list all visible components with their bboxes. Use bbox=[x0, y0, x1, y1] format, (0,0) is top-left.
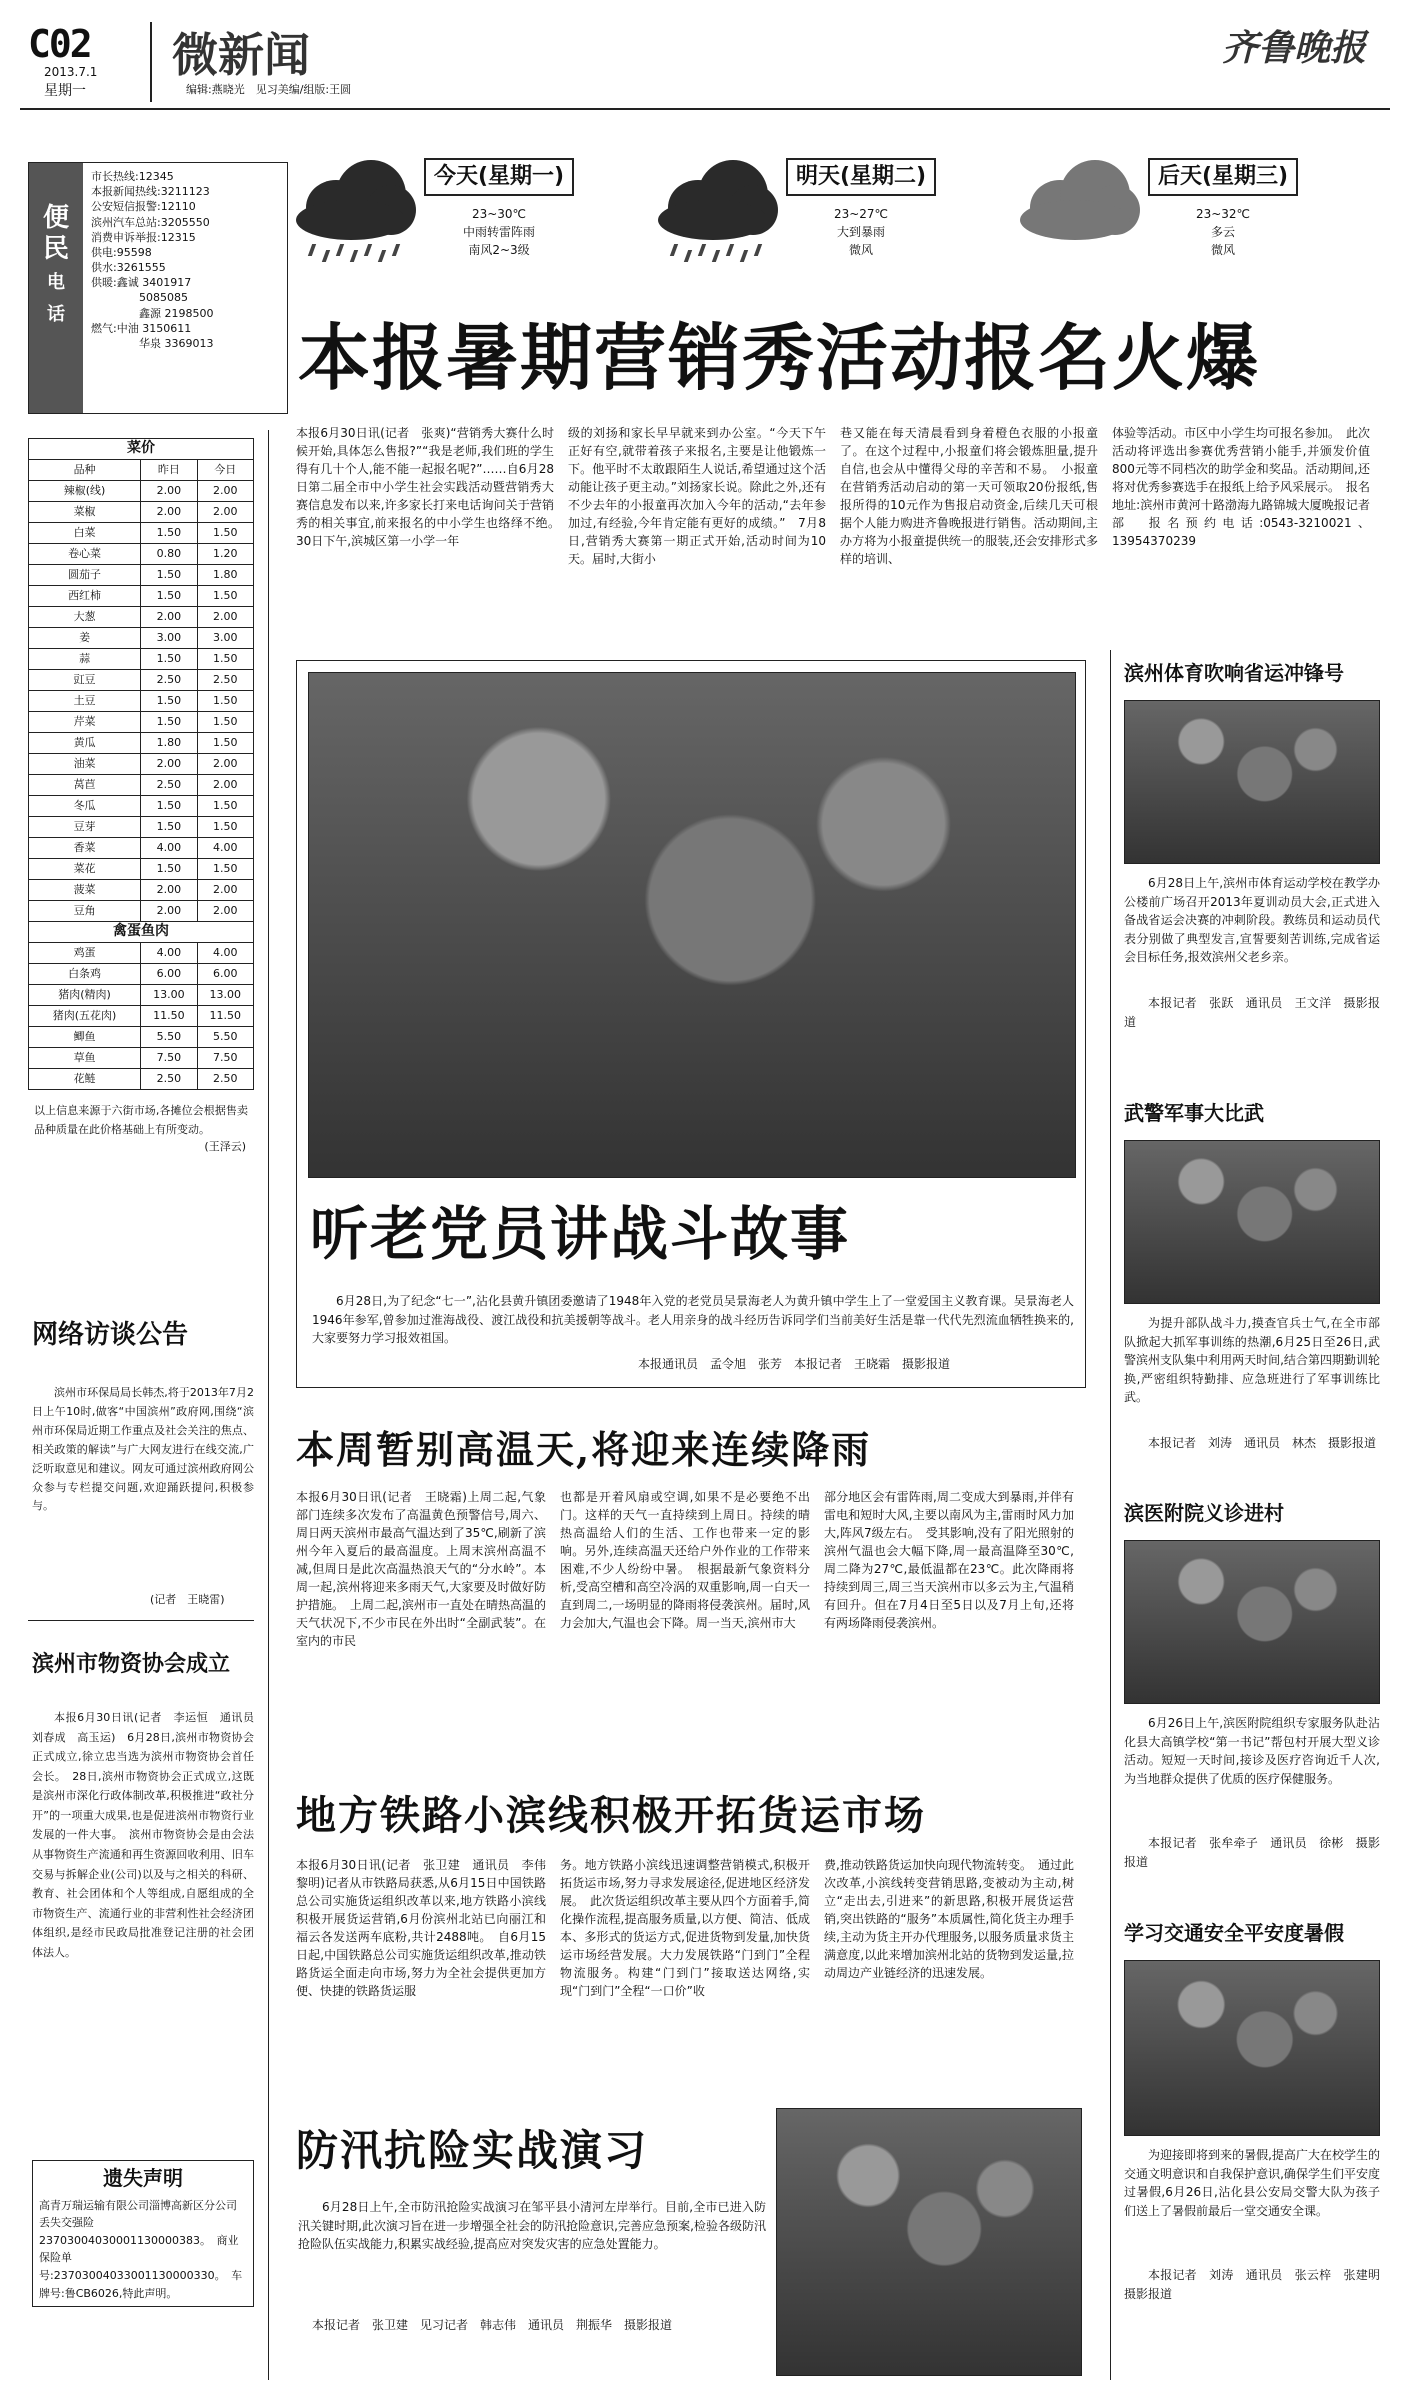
veg-cell: 今日 bbox=[197, 460, 253, 481]
interview-body: 滨州市环保局局长韩杰,将于2013年7月2日上午10时,做客“中国滨州”政府网,围绕“滨州市环保局近期工作重点及社会关注的焦点、相关政策的解读”与广大网友进行在线交流,广泛听取意见和建议。网友可通过滨州政府网公众参与专栏提交问题,欢迎踊跃提问,积极参与。 bbox=[32, 1386, 254, 1513]
issue-weekday: 星期一 bbox=[44, 83, 86, 99]
raindrop bbox=[726, 244, 734, 256]
veg-row bbox=[29, 712, 254, 733]
veg-cell: 2.50 bbox=[141, 775, 197, 796]
veg-cell: 4.00 bbox=[197, 838, 253, 859]
veg-row bbox=[29, 1048, 254, 1069]
veg-cell: 卷心菜 bbox=[29, 544, 141, 565]
veg-cell: 豆芽 bbox=[29, 817, 141, 838]
veg-cell: 5.50 bbox=[197, 1027, 253, 1048]
hotline-line: 5085085 bbox=[139, 291, 188, 305]
hotline-line: 公安短信报警:12110 bbox=[91, 200, 196, 214]
lead-column: 体验等活动。市区中小学生均可报名参加。 此次活动将评选出参赛优秀营销小能手,并颁发价值800元等不同档次的助学金和奖品。活动期间,还将对优秀参赛选手在报纸上给予风采展示。 报名地址:滨州市黄河十路渤海九路锦城大厦晚报记者部 报名预约电话:0543-3210021、13954370239 bbox=[1112, 426, 1371, 548]
photo-caption: 6月28日,为了纪念“七一”,沾化县黄升镇团委邀请了1948年入党的老党员吴景海老人为黄升镇中学生上了一堂爱国主义教育课。吴景海老人1946年参军,曾参加过淮海战役、渡江战役和抗美援朝等战斗。老人用亲身的战斗经历告诉同学们当前美好生活是靠一代代先烈流血牺牲换来的,大家要努力学习报效祖国。 bbox=[312, 1294, 1074, 1346]
right-story-photo bbox=[1124, 700, 1380, 864]
veg-row bbox=[29, 460, 254, 481]
section-logo: 微新闻 bbox=[172, 28, 310, 82]
raindrop bbox=[698, 244, 706, 256]
right-story-credit: 本报记者 刘涛 通讯员 林杰 摄影报道 bbox=[1148, 1436, 1377, 1450]
heat-column: 部分地区会有雷阵雨,周二变成大到暴雨,并伴有雷电和短时大风,主要以南风为主,雷雨时风力加大,阵风7级左右。 受其影响,没有了阳光照射的滨州气温也会大幅下降,周一最高温降至30℃,周二降为27℃,最低温都在23℃。此次降雨将持续到周三,周三当天滨州市以多云为主,气温稍有回升。但在7月4日至5日以及7月上旬,还将有两场降雨侵袭滨州。 bbox=[824, 1490, 1074, 1630]
veg-cell: 2.00 bbox=[197, 775, 253, 796]
veg-cell: 1.50 bbox=[197, 523, 253, 544]
veg-cell: 2.00 bbox=[197, 754, 253, 775]
veg-row bbox=[29, 565, 254, 586]
veg-cell: 5.50 bbox=[141, 1027, 197, 1048]
hotline-line: 供暖:鑫诚 3401917 bbox=[91, 276, 192, 290]
veg-cell: 1.50 bbox=[197, 796, 253, 817]
veg-cell: 1.50 bbox=[141, 859, 197, 880]
right-story-body: 为提升部队战斗力,摸查官兵士气,在全市部队掀起大抓军事训练的热潮,6月25日至26日,武警滨州支队集中利用两天时间,结合第四期勤训轮换,严密组织特勤排、应急班进行了军事训练比武。 bbox=[1124, 1316, 1380, 1405]
flood-headline: 防汛抗险实战演习 bbox=[296, 2126, 649, 2175]
raindrop bbox=[378, 250, 386, 262]
veg-row bbox=[29, 502, 254, 523]
veg-cell: 3.00 bbox=[141, 628, 197, 649]
veg-cell: 4.00 bbox=[141, 838, 197, 859]
veg-row bbox=[29, 964, 254, 985]
raindrop bbox=[392, 244, 400, 256]
veg-cell: 2.00 bbox=[141, 754, 197, 775]
materials-body: 本报6月30日讯(记者 李运恒 通讯员 刘春成 高玉运) 6月28日,滨州市物资协会正式成立,徐立忠当选为滨州市物资协会首任会长。 28日,滨州市物资协会正式成立,这既是滨州市深化行政体制改革,积极推进“政社分开”的一项重大成果,也是促进滨州市物资行业发展的一件大事。 滨州市物资协会是由会法从事物资生产流通和再生资源回收利用、旧车交易与拆解企业(公司)以及与之相关的科研、教育、社会团体和个人等组成,自愿组成的全市物资生产、流通行业的非营利性社会经济团体组织,是经市民政局批准登记注册的社会团体法人。 bbox=[32, 1711, 265, 1959]
veg-cell: 4.00 bbox=[141, 943, 197, 964]
veg-cell: 菜花 bbox=[29, 859, 141, 880]
veg-cell: 草鱼 bbox=[29, 1048, 141, 1069]
weather-temp: 23~30℃ bbox=[471, 207, 527, 221]
weather-desc: 大到暴雨 bbox=[836, 225, 885, 239]
veg-cell: 1.50 bbox=[197, 859, 253, 880]
veg-cell: 蒜 bbox=[29, 649, 141, 670]
veg-row bbox=[29, 880, 254, 901]
veg-row bbox=[29, 985, 254, 1006]
weather-strip bbox=[296, 150, 1386, 268]
veg-cell: 1.50 bbox=[197, 586, 253, 607]
raindrop bbox=[740, 250, 748, 262]
veg-cell: 1.50 bbox=[141, 796, 197, 817]
veg-cell: 1.50 bbox=[197, 649, 253, 670]
veg-cell: 2.00 bbox=[197, 880, 253, 901]
veg-cell: 品种 bbox=[29, 460, 141, 481]
veg-cell: 7.50 bbox=[197, 1048, 253, 1069]
veg-cell: 西红柿 bbox=[29, 586, 141, 607]
hotline-line: 鑫源 2198500 bbox=[139, 306, 214, 320]
meat-title-row bbox=[29, 922, 254, 943]
veg-cell: 猪肉(精肉) bbox=[29, 985, 141, 1006]
flood-body: 6月28日上午,全市防汛抢险实战演习在邹平县小清河左岸举行。目前,全市已进入防汛关键时期,此次演习旨在进一步增强全社会的防汛抢险意识,完善应急预案,检验各级防汛抢险队伍实战能力,积累实战经验,提高应对突发灾害的应急处置能力。 bbox=[298, 2200, 766, 2252]
heat-headline: 本周暂别高温天,将迎来连续降雨 bbox=[296, 1427, 872, 1472]
rail-column: 务。地方铁路小滨线迅速调整营销模式,积极开拓货运市场,努力寻求发展途径,促进地区经济发展。 此次货运组织改革主要从四个方面着手,简化操作流程,提高服务质量,以方便、简洁、低成本、多形式的货运方式,促进货物到发量,加快货运市场经营发展。大力发展铁路“门到门”全程物流服务。构建“门到门”接取送达网络,实现“门到门”全程“一口价”收 bbox=[560, 1858, 810, 1998]
veg-row bbox=[29, 943, 254, 964]
photo-caption-title: 听老党员讲战斗故事 bbox=[310, 1200, 851, 1268]
raindrop bbox=[712, 250, 720, 262]
weather-desc: 多云 bbox=[1210, 225, 1235, 239]
veg-cell: 1.50 bbox=[141, 691, 197, 712]
veg-cell: 姜 bbox=[29, 628, 141, 649]
hotline-line: 消费申诉举报:12315 bbox=[91, 230, 196, 244]
cloud-shape bbox=[658, 200, 768, 240]
weather-desc: 中雨转雷阵雨 bbox=[462, 225, 535, 239]
veg-cell: 油菜 bbox=[29, 754, 141, 775]
veg-row bbox=[29, 586, 254, 607]
cloud-shape bbox=[1020, 200, 1130, 240]
veg-cell: 1.50 bbox=[141, 649, 197, 670]
veg-note-author: (王泽云) bbox=[204, 1140, 246, 1154]
hotline-box bbox=[28, 162, 288, 414]
weather-day-label: 今天(星期一) bbox=[424, 158, 574, 196]
weather-temp: 23~32℃ bbox=[1195, 207, 1251, 221]
veg-cell: 黄瓜 bbox=[29, 733, 141, 754]
veg-cell: 大葱 bbox=[29, 607, 141, 628]
right-story-title: 滨州体育吹响省运冲锋号 bbox=[1124, 661, 1344, 685]
veg-cell: 1.20 bbox=[197, 544, 253, 565]
interview-title: 网络访谈公告 bbox=[32, 1320, 189, 1350]
lost-body: 高青万瑞运输有限公司淄博高新区分公司丢失交强险23703004030001130000383。 商业保险单号:23703004033001130000330。 车牌号:鲁CB6026,特此声明。 bbox=[39, 2198, 243, 2300]
veg-cell: 昨日 bbox=[141, 460, 197, 481]
page-code: C02 bbox=[28, 22, 91, 66]
veg-row bbox=[29, 691, 254, 712]
veg-cell: 2.00 bbox=[141, 502, 197, 523]
veg-row bbox=[29, 1006, 254, 1027]
veg-row bbox=[29, 649, 254, 670]
hotline-line: 市长热线:12345 bbox=[91, 170, 174, 183]
hotline-line: 供电:95598 bbox=[91, 245, 152, 259]
raindrop bbox=[364, 244, 372, 256]
veg-cell: 2.00 bbox=[141, 481, 197, 502]
veg-row bbox=[29, 1027, 254, 1048]
right-story-credit: 本报记者 张牟牵子 通讯员 徐彬 摄影报道 bbox=[1124, 1836, 1380, 1869]
right-story-credit: 本报记者 刘涛 通讯员 张云梓 张建明 摄影报道 bbox=[1124, 2268, 1393, 2301]
hotline-line: 本报新闻热线:3211123 bbox=[91, 185, 210, 199]
veg-cell: 2.00 bbox=[141, 901, 197, 922]
hotline-line: 燃气:中油 3150611 bbox=[91, 321, 192, 335]
veg-cell: 2.00 bbox=[141, 607, 197, 628]
veg-title-row bbox=[29, 439, 254, 460]
rail-column: 本报6月30日讯(记者 张卫建 通讯员 李伟 黎明)记者从市铁路局获悉,从6月15日中国铁路总公司实施货运组织改革以来,地方铁路小滨线积极开展货运营销,6月份滨州北站已向丽江和福云各发送两车底粉,共计2488吨。 自6月15日起,中国铁路总公司实施货运组织改革,推动铁路货运全面走向市场,努力为全社会提供更加方便、快捷的铁路货运服 bbox=[296, 1858, 559, 1998]
veg-cell: 圆茄子 bbox=[29, 565, 141, 586]
veg-note: 以上信息来源于六街市场,各摊位会根据售卖品种质量在此价格基础上有所变动。 bbox=[34, 1104, 248, 1136]
veg-cell: 莴苣 bbox=[29, 775, 141, 796]
weather-day-label: 后天(星期三) bbox=[1148, 158, 1298, 196]
cloud-shape bbox=[296, 200, 406, 240]
veg-cell: 1.50 bbox=[197, 817, 253, 838]
veg-row bbox=[29, 628, 254, 649]
editor-line: 编辑:燕晓光 见习美编/组版:王圆 bbox=[186, 83, 352, 96]
right-story-credit: 本报记者 张跃 通讯员 王文洋 摄影报道 bbox=[1124, 996, 1380, 1029]
lost-title: 遗失声明 bbox=[103, 2166, 183, 2190]
raindrop bbox=[754, 244, 762, 256]
weather-day-label: 明天(星期二) bbox=[786, 158, 936, 196]
veg-row bbox=[29, 481, 254, 502]
veg-cell: 香菜 bbox=[29, 838, 141, 859]
veg-title: 菜价 bbox=[29, 439, 254, 460]
veg-cell: 1.50 bbox=[197, 691, 253, 712]
veg-cell: 2.50 bbox=[141, 1069, 197, 1090]
raindrop bbox=[670, 244, 678, 256]
veg-cell: 1.50 bbox=[141, 565, 197, 586]
veg-row bbox=[29, 607, 254, 628]
heavy-rain-icon bbox=[658, 150, 778, 268]
right-story-body: 为迎接即将到来的暑假,提高广大在校学生的交通文明意识和自我保护意识,确保学生们平安度过暑假,6月26日,沾化县公安局交警大队为孩子们送上了暑假前最后一堂交通安全课。 bbox=[1124, 2148, 1380, 2218]
heat-column: 也都是开着风扇或空调,如果不是必要绝不出门。这样的天气一直持续到上周日。持续的晴热高温给人们的生活、工作也带来一定的影响。另外,连续高温天还给户外作业的工作带来困难,不少人纷纷中暑。 根据最新气象资料分析,受高空槽和高空冷涡的双重影响,周一白天一直到周二,一场明显的降雨将侵袭滨州。届时,风力会加大,气温也会下降。周一当天,滨州市大 bbox=[560, 1490, 810, 1630]
veg-cell: 土豆 bbox=[29, 691, 141, 712]
veg-cell: 猪肉(五花肉) bbox=[29, 1006, 141, 1027]
veg-cell: 1.50 bbox=[141, 712, 197, 733]
veg-row bbox=[29, 544, 254, 565]
veg-cell: 芹菜 bbox=[29, 712, 141, 733]
veg-cell: 2.00 bbox=[197, 481, 253, 502]
veg-cell: 冬瓜 bbox=[29, 796, 141, 817]
veg-cell: 白条鸡 bbox=[29, 964, 141, 985]
veg-row bbox=[29, 838, 254, 859]
rain-icon bbox=[296, 150, 416, 268]
right-story-photo bbox=[1124, 1140, 1380, 1304]
veg-cell: 白菜 bbox=[29, 523, 141, 544]
lead-column: 级的刘扬和家长早早就来到办公室。“今天下午正好有空,就带着孩子来报名,主要是让他锻炼一下。他平时不太敢跟陌生人说话,希望通过这个活动能让孩子更主动。”刘扬家长说。除此之外,还有不少去年的小报童再次加入今年的活动,“去年参加过,有经验,今年肯定能有更好的成绩。” 7月8日,营销秀大赛第一期正式开始,活动时间为10天。届时,大街小 bbox=[568, 426, 826, 566]
lead-column: 巷又能在每天清晨看到身着橙色衣服的小报童了。在这个过程中,小报童们将会锻炼胆量,提升自信,也会从中懂得父母的辛苦和不易。 小报童在营销秀活动启动的第一天可领取20份报纸,售报所得的10元作为售报启动资金,后续几天可根据个人能力购进齐鲁晚报进行销售。活动期间,主办方将为小报童提供统一的服装,还会安排形式多样的培训、 bbox=[840, 426, 1098, 566]
veg-cell: 1.50 bbox=[141, 817, 197, 838]
hotline-line: 供水:3261555 bbox=[91, 261, 166, 275]
raindrop bbox=[322, 250, 330, 262]
party-member-story-photo bbox=[308, 672, 1076, 1178]
veg-cell: 4.00 bbox=[197, 943, 253, 964]
veg-cell: 11.50 bbox=[197, 1006, 253, 1027]
right-story-photo bbox=[1124, 1540, 1380, 1704]
hotline-line: 华泉 3369013 bbox=[139, 336, 214, 350]
flood-credit: 本报记者 张卫建 见习记者 韩志伟 通讯员 荆振华 摄影报道 bbox=[312, 2318, 673, 2332]
right-story-body: 6月26日上午,滨医附院组织专家服务队赴沾化县大高镇学校“第一书记”帮包村开展大型义诊活动。短短一天时间,接诊及医疗咨询近千人次,为当地群众提供了优质的医疗保健服务。 bbox=[1124, 1716, 1380, 1786]
right-story-body: 6月28日上午,滨州市体育运动学校在教学办公楼前广场召开2013年夏训动员大会,正式进入备战省运会决赛的冲刺阶段。教练员和运动员代表分别做了典型发言,宣誓要刻苦训练,完成省运会目标任务,报效滨州父老乡亲。 bbox=[1124, 876, 1380, 965]
veg-cell: 2.00 bbox=[197, 607, 253, 628]
veg-cell: 鲫鱼 bbox=[29, 1027, 141, 1048]
photo-credit: 本报通讯员 孟令旭 张芳 本报记者 王晓霜 摄影报道 bbox=[638, 1357, 951, 1371]
veg-cell: 6.00 bbox=[141, 964, 197, 985]
cloudy-icon bbox=[1020, 150, 1140, 268]
veg-cell: 13.00 bbox=[197, 985, 253, 1006]
lost-notice bbox=[32, 2160, 254, 2307]
veg-cell: 豆角 bbox=[29, 901, 141, 922]
right-story-title: 学习交通安全平安度暑假 bbox=[1124, 1921, 1344, 1945]
veg-row bbox=[29, 796, 254, 817]
hotline-line: 滨州汽车总站:3205550 bbox=[91, 215, 210, 229]
veg-cell: 2.50 bbox=[197, 1069, 253, 1090]
veg-row bbox=[29, 817, 254, 838]
veg-table bbox=[28, 438, 254, 1090]
heat-column: 本报6月30日讯(记者 王晓霜)上周二起,气象部门连续多次发布了高温黄色预警信号,周六、周日两天滨州市最高气温达到了35℃,刷新了滨州今年入夏后的最高温度。上周末滨州高温不减,但周日是此次高温热浪天气的“分水岭”。本周一起,滨州将迎来多雨天气,大家要及时做好防护措施。 上周二起,滨州市一直处在晴热高温的天气状况下,不少市民在外出时“全副武装”。在室内的市民 bbox=[296, 1490, 546, 1648]
interview-author: (记者 王晓雷) bbox=[150, 1593, 225, 1606]
rail-column: 费,推动铁路货运加快向现代物流转变。 通过此次改革,小滨线转变营销思路,变被动为主动,树立“走出去,引进来”的新思路,积极开展货运营销,突出铁路的“服务”本质属性,简化货主办理手续,主动为货主开办代理服务,以服务质量求货主满意度,以此来增加滨州北站的货物到发运量,拉动周边产业链经济的迅速发展。 bbox=[824, 1858, 1074, 1980]
raindrop bbox=[308, 244, 316, 256]
veg-row bbox=[29, 754, 254, 775]
veg-row bbox=[29, 901, 254, 922]
veg-price-box bbox=[28, 438, 254, 1155]
veg-cell: 1.50 bbox=[141, 523, 197, 544]
veg-cell: 13.00 bbox=[141, 985, 197, 1006]
veg-cell: 鸡蛋 bbox=[29, 943, 141, 964]
flood-drill-photo bbox=[776, 2108, 1082, 2376]
right-story-title: 武警军事大比武 bbox=[1124, 1101, 1264, 1125]
veg-row bbox=[29, 775, 254, 796]
issue-date: 2013.7.1 bbox=[44, 65, 98, 79]
veg-row bbox=[29, 670, 254, 691]
right-story-photo bbox=[1124, 1960, 1380, 2136]
veg-row bbox=[29, 859, 254, 880]
veg-cell: 1.50 bbox=[197, 733, 253, 754]
veg-cell: 1.80 bbox=[197, 565, 253, 586]
veg-cell: 豇豆 bbox=[29, 670, 141, 691]
veg-cell: 1.50 bbox=[197, 712, 253, 733]
hotline-list bbox=[91, 169, 214, 351]
rail-headline: 地方铁路小滨线积极开拓货运市场 bbox=[296, 1792, 926, 1839]
hotline-label: 便 民 电 话 bbox=[29, 163, 83, 413]
paper-logo: 齐鲁晚报 bbox=[1222, 27, 1367, 69]
veg-cell: 0.80 bbox=[141, 544, 197, 565]
veg-cell: 2.00 bbox=[141, 880, 197, 901]
veg-cell: 花鲢 bbox=[29, 1069, 141, 1090]
weather-wind: 微风 bbox=[1210, 243, 1235, 257]
veg-cell: 3.00 bbox=[197, 628, 253, 649]
veg-row bbox=[29, 1069, 254, 1090]
veg-row bbox=[29, 733, 254, 754]
weather-wind: 南风2~3级 bbox=[468, 243, 530, 257]
veg-cell: 11.50 bbox=[141, 1006, 197, 1027]
right-story-title: 滨医附院义诊进村 bbox=[1124, 1501, 1284, 1525]
veg-cell: 6.00 bbox=[197, 964, 253, 985]
weather-wind: 微风 bbox=[848, 243, 873, 257]
veg-cell: 菠菜 bbox=[29, 880, 141, 901]
veg-cell: 2.00 bbox=[197, 901, 253, 922]
raindrop bbox=[684, 250, 692, 262]
veg-row bbox=[29, 523, 254, 544]
raindrop bbox=[336, 244, 344, 256]
veg-cell: 7.50 bbox=[141, 1048, 197, 1069]
main-headline: 本报暑期营销秀活动报名火爆 bbox=[298, 315, 1261, 400]
weather-temp: 23~27℃ bbox=[833, 207, 889, 221]
lead-column: 本报6月30日讯(记者 张爽)“营销秀大赛什么时候开始,具体怎么售报?”“我是老师,我们班的学生得有几十个人,能不能一起报名呢?”……自6月28日第二届全市中小学生社会实践活动暨营销秀大赛信息发布以来,许多家长打来电话询问关于营销秀的相关事宜,前来报名的中小学生也络绎不绝。 30日下午,滨城区第一小学一年 bbox=[296, 426, 567, 548]
veg-cell: 1.80 bbox=[141, 733, 197, 754]
veg-cell: 2.00 bbox=[197, 502, 253, 523]
veg-cell: 1.50 bbox=[141, 586, 197, 607]
veg-cell: 辣椒(线) bbox=[29, 481, 141, 502]
veg-cell: 2.50 bbox=[197, 670, 253, 691]
veg-cell: 菜椒 bbox=[29, 502, 141, 523]
materials-title: 滨州市物资协会成立 bbox=[32, 1652, 231, 1677]
veg-cell: 2.50 bbox=[141, 670, 197, 691]
raindrop bbox=[350, 250, 358, 262]
meat-title: 禽蛋鱼肉 bbox=[29, 922, 254, 943]
